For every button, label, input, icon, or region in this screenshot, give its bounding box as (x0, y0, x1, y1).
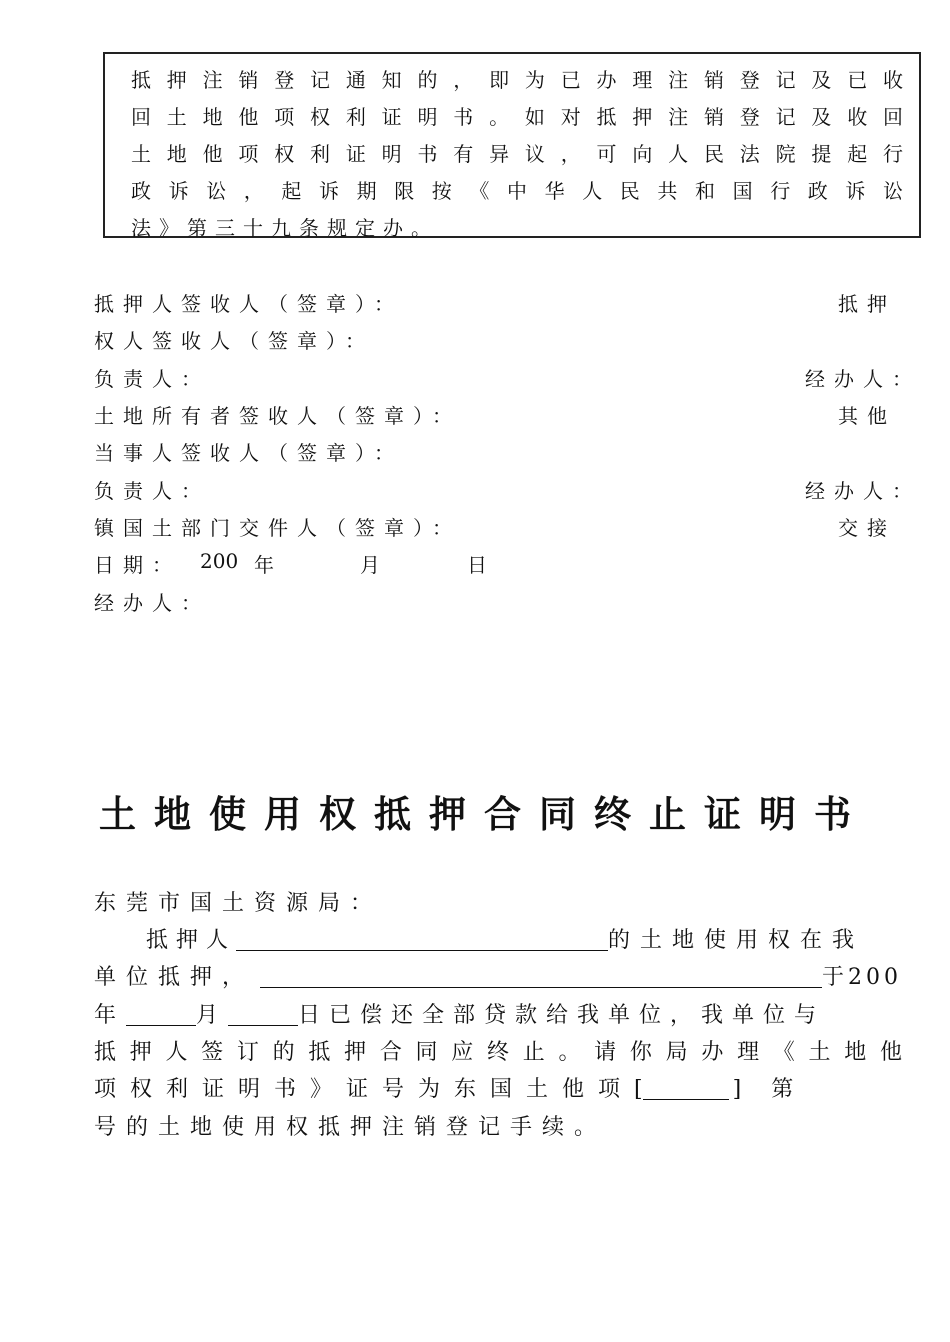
day-field[interactable] (228, 1001, 298, 1026)
town-dept-deliverer-label: 镇国土部门交件人（签章）： (94, 516, 461, 540)
mortgagor-receiver-label: 抵押人签收人（签章）： (94, 292, 403, 316)
date-year-prefix: 200 (200, 549, 239, 573)
handler-label-2: 经办人： (805, 479, 921, 503)
body-line-5 (94, 1072, 902, 1103)
certificate-number-field[interactable] (643, 1075, 729, 1100)
notice-line-1: 抵押注销登记通知的，即为已办理注销登记及已收 (131, 68, 903, 92)
notice-line-2: 回土地他项权利证明书。如对抵押注销登记及收回 (131, 105, 903, 129)
mortgagee-receiver-label: 权人签收人（签章）： (94, 329, 374, 353)
handler-label-1: 经办人： (805, 367, 921, 391)
body-line-4: 抵押人签订的抵押合同应终止。请你局办理《土地他 (94, 1040, 902, 1065)
body-text: 项权利证明书》证号为东国土他项 (94, 1077, 635, 1102)
body-text: 年 (94, 1003, 123, 1028)
date-month-label: 月 (360, 553, 389, 577)
body-line-2 (94, 960, 902, 991)
date-day-label: 日 (467, 553, 496, 577)
mortgagee-label-a: 抵押 (838, 292, 896, 316)
notice-box (103, 52, 921, 238)
month-field[interactable] (126, 1001, 196, 1026)
date-label: 日期： (94, 553, 181, 577)
body-text: 的土地使用权在我 (608, 928, 865, 953)
addressee: 东莞市国土资源局： (94, 891, 383, 916)
body-line-6: 号的土地使用权抵押注销登记手续。 (94, 1115, 607, 1140)
other-party-receiver-label: 当事人签收人（签章）： (94, 441, 403, 465)
body-text: 单位抵押， (94, 965, 255, 990)
body-text: ] (732, 1077, 742, 1102)
body-text: 月 (196, 1003, 225, 1028)
handover-label: 交接 (838, 516, 896, 540)
body-text: 于200 (822, 965, 903, 990)
responsible-person-label-1: 负责人： (94, 367, 210, 391)
responsible-person-label-2: 负责人： (94, 479, 210, 503)
notice-line-5: 法》第三十九条规定办。 (131, 216, 439, 240)
landowner-receiver-label: 土地所有者签收人（签章）： (94, 404, 461, 428)
page-title: 土地使用权抵押合同终止证明书 (99, 793, 869, 836)
mortgage-detail-field[interactable] (260, 963, 822, 988)
other-party-label-a: 其他 (838, 404, 896, 428)
handler-label-3: 经办人： (94, 591, 210, 615)
body-line-3 (94, 998, 902, 1029)
body-line-1 (146, 923, 906, 954)
mortgagor-name-field[interactable] (236, 926, 608, 951)
body-text: 第 (771, 1077, 794, 1102)
body-text: 抵押人 (146, 928, 237, 953)
body-text: 日已偿还全部贷款给我单位，我单位与 (298, 1003, 826, 1028)
body-text: [ (634, 1077, 643, 1102)
date-year-label: 年 (254, 553, 283, 577)
notice-line-3: 土地他项权利证明书有异议，可向人民法院提起行 (131, 142, 903, 166)
notice-line-4: 政诉讼，起诉期限按《中华人民共和国行政诉讼 (131, 179, 903, 203)
